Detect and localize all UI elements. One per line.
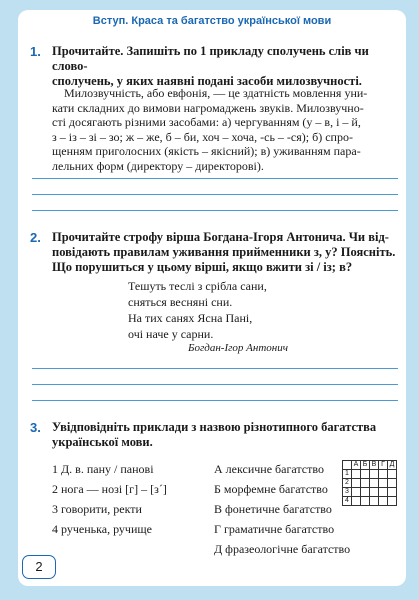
text-line: лельних форм (директору – директорові). xyxy=(52,158,264,173)
answer-line[interactable] xyxy=(32,368,398,369)
grid-row-label: 3 xyxy=(343,488,352,497)
text-line: Милозвучність, або евфонія, — це здатність мовлення уни- xyxy=(64,86,368,100)
grid-cell[interactable] xyxy=(388,470,397,479)
grid-cell[interactable] xyxy=(370,497,379,506)
poem-line: На тих санях Ясна Пані, xyxy=(128,311,253,325)
grid-cell[interactable] xyxy=(388,497,397,506)
grid-row-label: 2 xyxy=(343,479,352,488)
task-1-line: сполучень, у яких наявні подані засоби милозвучності. xyxy=(52,74,362,88)
answer-line[interactable] xyxy=(32,400,398,401)
task-2-line: повідають правилам уживання прийменники з, у? Поясніть. xyxy=(52,245,396,259)
example-item: 3 говорити, ректи xyxy=(52,502,142,516)
grid-cell[interactable] xyxy=(379,479,388,488)
text-line: щенням приголосних (якість – якісний); в) уживанням пара- xyxy=(52,144,361,158)
task-2-line: Прочитайте строфу вірша Богдана-Ігоря Антонича. Чи від- xyxy=(52,230,389,244)
task-2-instruction xyxy=(52,230,400,275)
poem-line: Тешуть теслі з срібла сани, xyxy=(128,279,267,293)
answer-grid xyxy=(342,460,397,506)
answer-line[interactable] xyxy=(32,384,398,385)
task-3-number: 3. xyxy=(30,420,41,435)
answer-line[interactable] xyxy=(32,210,398,211)
grid-header: Б xyxy=(361,461,370,470)
grid-header: Г xyxy=(379,461,388,470)
answer-line[interactable] xyxy=(32,178,398,179)
grid-cell[interactable] xyxy=(370,470,379,479)
example-item: 2 нога — нозі [г] – [з´] xyxy=(52,482,167,496)
richness-type: Д фразеологічне багатство xyxy=(214,542,351,556)
text-line: з – із – зі – зо; ж – же, б – би, хоч – хоча, -сь – -ся); б) спро- xyxy=(52,129,353,144)
grid-cell[interactable] xyxy=(352,488,361,497)
example-item: 4 рученька, ручище xyxy=(52,522,152,536)
poem-line: сняться весняні сни. xyxy=(128,295,233,309)
grid-cell[interactable] xyxy=(388,479,397,488)
grid-cell[interactable] xyxy=(370,488,379,497)
grid-cell[interactable] xyxy=(370,479,379,488)
grid-header: Д xyxy=(388,461,397,470)
task-3-line: української мови. xyxy=(52,435,153,449)
grid-cell[interactable] xyxy=(379,470,388,479)
text-line: сті досягають різними засобами: а) чергуванням (у – в, і – й, xyxy=(52,115,361,129)
grid-cell[interactable] xyxy=(361,497,370,506)
grid-cell[interactable] xyxy=(388,488,397,497)
grid-corner xyxy=(343,461,352,470)
grid-cell[interactable] xyxy=(361,470,370,479)
example-item: 1 Д. в. пану / панові xyxy=(52,462,154,476)
grid-cell[interactable] xyxy=(352,497,361,506)
grid-cell[interactable] xyxy=(361,488,370,497)
task-1-line: Прочитайте. Запишіть по 1 прикладу сполучень слів чи слово- xyxy=(52,44,369,73)
richness-type: Б морфемне багатство xyxy=(214,482,328,496)
richness-type: В фонетичне багатство xyxy=(214,502,332,516)
grid-cell[interactable] xyxy=(352,470,361,479)
task-1-text xyxy=(52,86,400,173)
grid-row-label: 1 xyxy=(343,470,352,479)
page-sheet xyxy=(18,10,406,586)
grid-cell[interactable] xyxy=(379,488,388,497)
task-1-number: 1. xyxy=(30,44,41,59)
grid-cell[interactable] xyxy=(361,479,370,488)
grid-header: В xyxy=(370,461,379,470)
task-3-line: Увідповідніть приклади з назвою різнотипного багатства xyxy=(52,420,377,434)
poem-stanza xyxy=(128,278,267,342)
poem-line: очі наче у сарни. xyxy=(128,327,214,341)
task-2-number: 2. xyxy=(30,230,41,245)
task-1-instruction xyxy=(52,44,400,89)
task-3-instruction xyxy=(52,420,400,450)
grid-row-label: 4 xyxy=(343,497,352,506)
task-2-line: Що порушиться у цьому вірші, якщо вжити зі / із; в? xyxy=(52,260,353,274)
grid-cell[interactable] xyxy=(352,479,361,488)
grid-header: А xyxy=(352,461,361,470)
answer-line[interactable] xyxy=(32,194,398,195)
text-line: кати складних до вимови нагромаджень звуків. Милозвучно- xyxy=(52,100,364,115)
grid-cell[interactable] xyxy=(379,497,388,506)
richness-type: А лексичне багатство xyxy=(214,462,324,476)
page-number: 2 xyxy=(22,555,56,579)
poem-author: Богдан-Ігор Антонич xyxy=(188,342,288,354)
richness-type: Г граматичне багатство xyxy=(214,522,335,536)
section-title: Вступ. Краса та багатство української мови xyxy=(92,15,332,27)
